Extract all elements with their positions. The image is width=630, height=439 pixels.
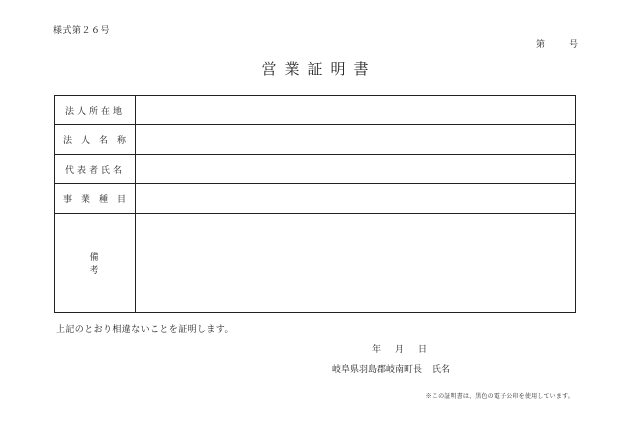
label-remarks: 備考 xyxy=(55,213,136,312)
form-number: 様式第２６号 xyxy=(53,26,111,36)
label-representative-name: 代表者氏名 xyxy=(55,154,136,183)
day-label: 日 xyxy=(418,345,428,355)
issuer-office: 岐阜県羽島郡岐南町長 xyxy=(332,365,423,375)
document-number xyxy=(536,37,578,50)
table-row-corporate-address xyxy=(55,96,576,125)
value-representative-name xyxy=(136,154,576,183)
table-row-remarks xyxy=(55,213,576,312)
year-label: 年 xyxy=(372,345,382,355)
value-corporate-name xyxy=(136,125,576,154)
value-remarks xyxy=(136,213,576,312)
certification-statement: 上記のとおり相違ないことを証明します。 xyxy=(56,325,234,335)
table-row-representative-name xyxy=(55,154,576,183)
certificate-table xyxy=(54,95,576,313)
doc-number-prefix: 第 xyxy=(535,40,545,50)
issue-date xyxy=(372,342,427,355)
value-corporate-address xyxy=(136,96,576,125)
issuer-name-label: 氏名 xyxy=(432,365,451,375)
footnote: ※この証明書は、黒色の電子公印を使用しています。 xyxy=(425,393,574,400)
label-corporate-name: 法人名称 xyxy=(55,125,136,154)
label-corporate-address: 法人所在地 xyxy=(55,96,136,125)
value-business-type xyxy=(136,184,576,213)
doc-number-suffix: 号 xyxy=(568,40,578,50)
document-title: 営業証明書 xyxy=(261,60,377,78)
issuer xyxy=(332,362,450,375)
table-row-corporate-name xyxy=(55,125,576,154)
month-label: 月 xyxy=(395,345,405,355)
label-business-type: 事業種目 xyxy=(55,184,136,213)
table-row-business-type xyxy=(55,184,576,213)
